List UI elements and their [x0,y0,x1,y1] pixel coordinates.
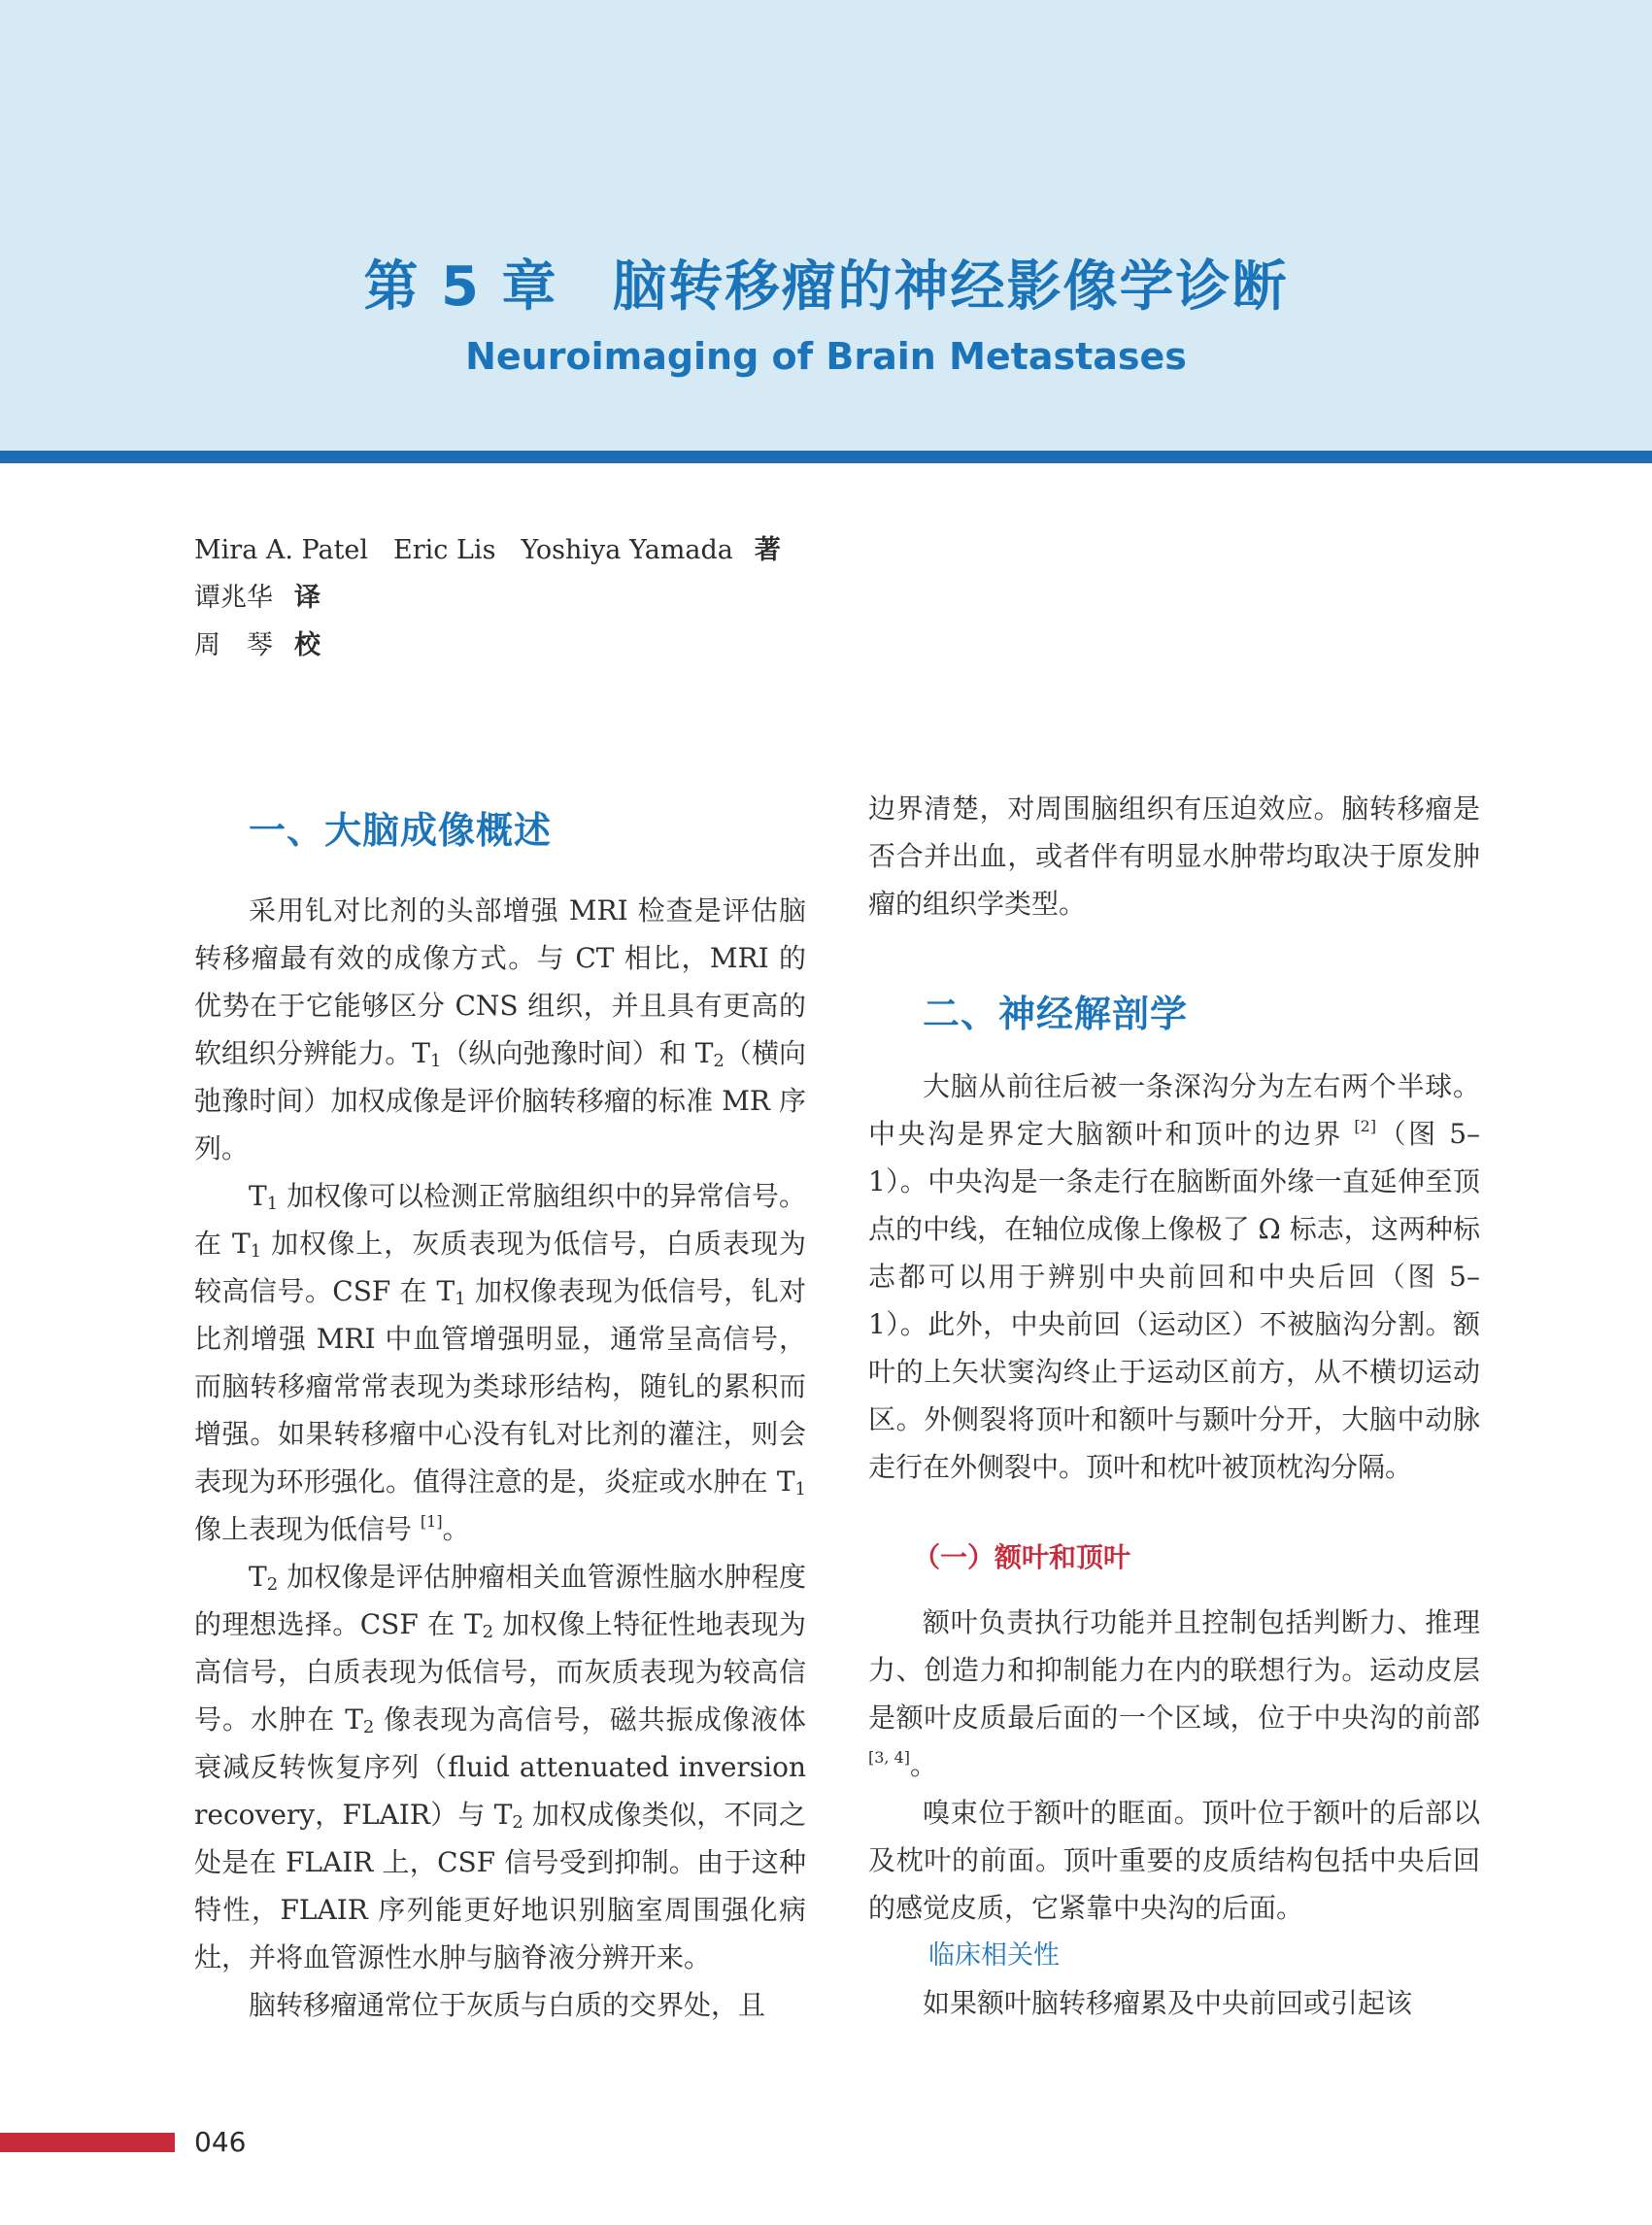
paragraph: 嗅束位于额叶的眶面。顶叶位于额叶的后部以及枕叶的前面。顶叶重要的皮质结构包括中央后回的感觉皮质，它紧靠中央沟的后面。 [868,1797,1480,1924]
paragraph: $T_1$ 加权像可以检测正常脑组织中的异常信号。在 $T_1$ 加权像上，灰质表现为低信号，白质表现为较高信号。CSF 在 $T_1$ 加权像表现为低信号，钆对比剂增强 MRI 中血管增强明显，通常呈高信号，而脑转移瘤常常表现为类球形结构，随钆的累积而增强。如果转移瘤中心没有钆对比剂的灌注，则会表现为环形强化。值得注意的是，炎症或水肿在 $T_1$ 像上表现为低信号 [1]。 [194,1180,807,1545]
chapter-subtitle: Neuroimaging of Brain Metastases [465,335,1187,378]
paragraph: 如果额叶脑转移瘤累及中央前回或引起该 [923,1987,1413,2019]
credits-block [194,526,781,669]
translator-name: 谭兆华 [194,583,273,613]
citation[interactable]: [1] [420,1512,443,1531]
section-heading: 二、神经解剖学 [923,992,1189,1035]
chapter-label: 第 5 章 [363,255,558,319]
chapter-header-band [0,0,1652,451]
author-name: Yoshiya Yamada [521,535,733,565]
authors-line [194,526,781,574]
header-divider [0,451,1652,463]
paragraph: 额叶负责执行功能并且控制包括判断力、推理力、创造力和抑制能力在内的联想行为。运动皮层是额叶皮质最后面的一个区域，位于中央沟的前部 [3, 4]。 [868,1606,1480,1781]
reviewer-name: 周 琴 [194,630,273,660]
translator-line [194,574,781,622]
chapter-title [0,255,1652,319]
clinical-relevance-heading: 临床相关性 [928,1940,1060,1971]
left-column [194,783,806,2029]
reviewer-role: 校 [294,630,320,660]
right-column [868,785,1480,2027]
section-heading: 一、大脑成像概述 [249,808,553,852]
author-name: Mira A. Patel [194,535,369,565]
author-role: 著 [754,535,781,565]
translator-role: 译 [294,583,320,613]
chapter-title-text: 脑转移瘤的神经影像学诊断 [612,255,1289,319]
citation[interactable]: [3, 4] [868,1748,911,1767]
footer-accent-bar [0,2133,175,2152]
reviewer-line [194,622,781,669]
paragraph: 采用钆对比剂的头部增强 MRI 检查是评估脑转移瘤最有效的成像方式。与 CT 相比，MRI 的优势在于它能够区分 CNS 组织，并且具有更高的软组织分辨能力。$T_1$（纵向弛豫时间）和 $T_2$（横向弛豫时间）加权成像是评价脑转移瘤的标准 MR 序列。 [194,894,806,1164]
subsection-heading: （一）额叶和顶叶 [913,1541,1131,1573]
paragraph: 边界清楚，对周围脑组织有压迫效应。脑转移瘤是否合并出血，或者伴有明显水肿带均取决于原发肿瘤的组织学类型。 [868,792,1480,920]
paragraph: $T_2$ 加权像是评估肿瘤相关血管源性脑水肿程度的理想选择。CSF 在 $T_2$ 加权像上特征性地表现为高信号，白质表现为低信号，而灰质表现为较高信号。水肿在 $T_2$ 像表现为高信号，磁共振成像液体衰减反转恢复序列（fluid attenuated inversion recovery，FLAIR）与 $T_2$ 加权成像类似，不同之处是在 FLAIR 上，CSF 信号受到抑制。由于这种特性，FLAIR 序列能更好地识别脑室周围强化病灶，并将血管源性水肿与脑脊液分辨开来。 [194,1561,807,1973]
author-name: Eric Lis [393,535,496,565]
paragraph: 脑转移瘤通常位于灰质与白质的交界处，且 [249,1989,766,2021]
paragraph: 大脑从前往后被一条深沟分为左右两个半球。中央沟是界定大脑额叶和顶叶的边界 [2]（图 5–1）。中央沟是一条走行在脑断面外缘一直延伸至顶点的中线，在轴位成像上像极了 Ω 标志，这两种标志都可以用于辨别中央前回和中央后回（图 5–1）。此外，中央前回（运动区）不被脑沟分割。额叶的上矢状窦沟终止于运动区前方，从不横切运动区。外侧裂将顶叶和额叶与颞叶分开，大脑中动脉走行在外侧裂中。顶叶和枕叶被顶枕沟分隔。 [868,1070,1481,1483]
citation[interactable]: [2] [1354,1117,1377,1135]
page-number: 046 [194,2126,247,2158]
